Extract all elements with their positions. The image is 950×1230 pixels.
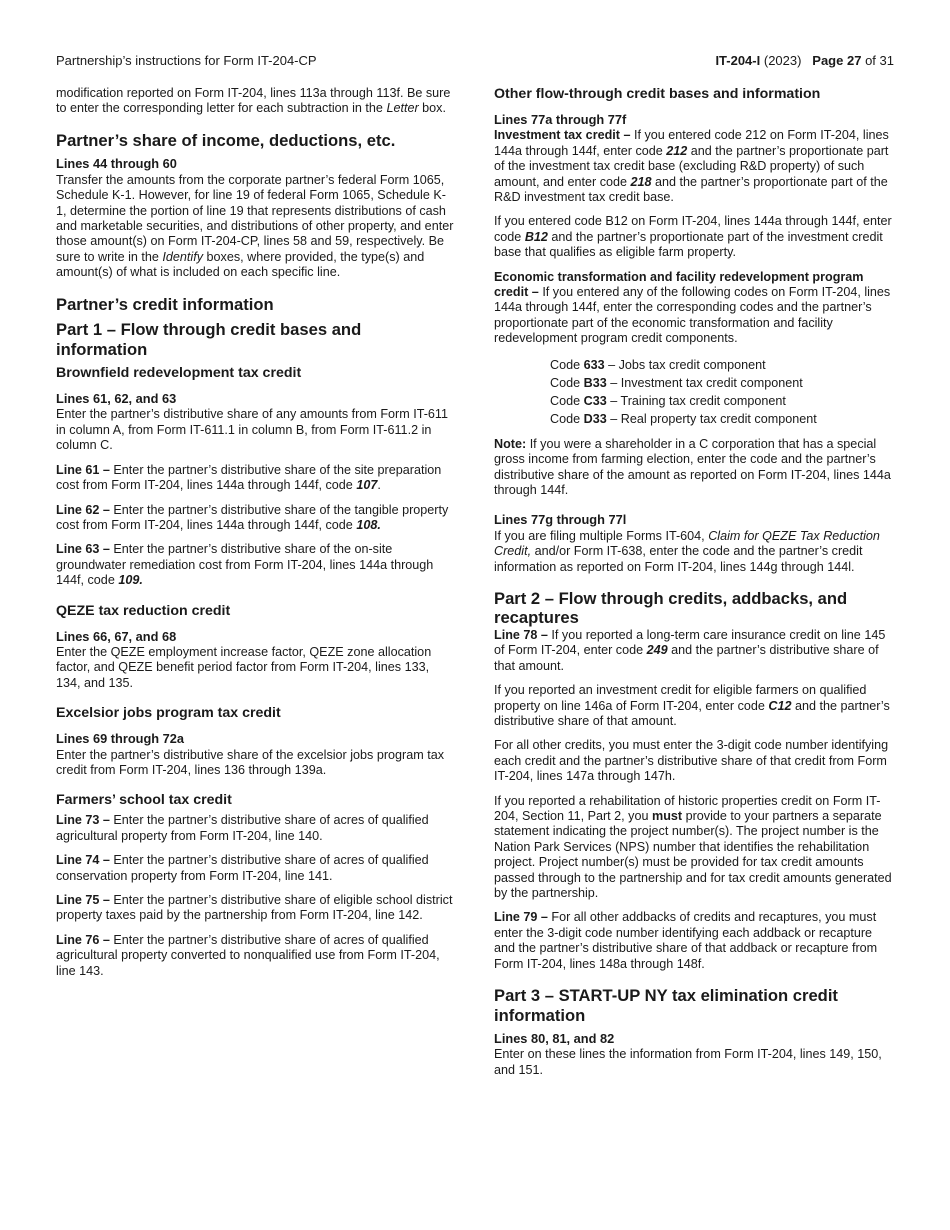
header-title: Partnership’s instructions for Form IT-204-CP (56, 53, 317, 68)
paragraph-line-79: Line 79 – For all other addbacks of credits and recaptures, you must enter the 3-digit code number identifying each addback or recapture and the partner’s distributive share of that addback or recapture from Form IT-204, lines 148a through 148f. (494, 910, 878, 971)
paragraph-c12: If you reported an investment credit for eligible farmers on qualified property on line 146a of Form IT-204, enter code C12 and the partner’s distributive share of that amount. (494, 683, 890, 728)
heading-lines-44-60: Lines 44 through 60 (56, 156, 177, 172)
code-item: Code C33 – Training tax credit component (550, 393, 786, 408)
paragraph-line-75: Line 75 – Enter the partner’s distributive share of eligible school district property taxes paid by the partnership from Form IT-204, line 142. (56, 893, 453, 923)
paragraph-lines-69-72a: Enter the partner’s distributive share of the excelsior jobs program tax credit from Form IT-204, lines 136 through 139a. (56, 747, 445, 777)
left-column (56, 86, 456, 988)
code-item: Code D33 – Real property tax credit component (550, 411, 817, 426)
paragraph-lines-61-63: Enter the partner’s distributive share of any amounts from Form IT-611 in column A, from Form IT-611.1 in column B, from Form IT-611.2 in column C. (56, 407, 448, 453)
code-item: Code 633 – Jobs tax credit component (550, 357, 766, 372)
paragraph-lines-66-68: Enter the QEZE employment increase factor, QEZE zone allocation factor, and QEZE benefit period factor from Form IT-204, lines 133, 134, and 135. (56, 644, 432, 690)
right-column (494, 86, 894, 1087)
heading-part-3: Part 3 – START-UP NY tax elimination credit information (494, 986, 838, 1025)
paragraph-line-74: Line 74 – Enter the partner’s distributive share of acres of qualified conservation property from Form IT-204, line 141. (56, 853, 429, 883)
code-item: Code B33 – Investment tax credit component (550, 375, 803, 390)
heading-part-1: Part 1 – Flow through credit bases and information (56, 320, 362, 359)
heading-partner-share: Partner’s share of income, deductions, etc. (56, 130, 396, 150)
heading-lines-80-82: Lines 80, 81, and 82 (494, 1031, 615, 1047)
paragraph-lines-77g-77l: If you are filing multiple Forms IT-604, Claim for QEZE Tax Reduction Credit, and/or Form IT-638, enter the code and the partner’s credit information as reported on Form IT-204, lines 144g through 144l. (494, 528, 880, 574)
paragraph-lines-80-82: Enter on these lines the information from Form IT-204, lines 149, 150, and 151. (494, 1047, 882, 1077)
paragraph-note: Note: If you were a shareholder in a C corporation that has a special gross income from farming election, enter the code and the partner’s distributive share of the amount as reported on Form IT-204, lines 144a through 144f. (494, 436, 891, 497)
code-list (550, 356, 894, 428)
paragraph-other-credits: For all other credits, you must enter the 3-digit code number identifying each credit and the partner’s distributive share of that credit from Form IT-204, lines 147a through 147h. (494, 738, 889, 784)
paragraph-line-63: Line 63 – Enter the partner’s distributive share of the on-site groundwater remediation cost from Form IT-204, lines 144a through 144f, code 109. (56, 542, 434, 588)
heading-excelsior: Excelsior jobs program tax credit (56, 705, 281, 722)
paragraph-lines-44-60: Transfer the amounts from the corporate partner’s federal Form 1065, Schedule K-1. However, for line 19 of federal Form 1065, Schedule K-1, determine the portion of line 19 that represents distributions of cash and marketable securities, and distributions of other property, and enter those amount(s) on Form IT-204-CP, lines 58 and 59, respectively. Be sure to write in the Identify boxes, where provided, the type(s) and amount(s) of what is included on each specific line. (56, 172, 454, 280)
intro-paragraph: modification reported on Form IT-204, lines 113a through 113f. Be sure to enter the corresponding letter for each subtraction in the Letter box. (56, 86, 451, 116)
heading-lines-69-72a: Lines 69 through 72a (56, 731, 185, 747)
paragraph-line-62: Line 62 – Enter the partner’s distributive share of the tangible property cost from Form IT-204, lines 144a through 144f, code 108. (56, 502, 449, 532)
heading-brownfield: Brownfield redevelopment tax credit (56, 365, 302, 382)
paragraph-investment-tax-credit: Investment tax credit – If you entered code 212 on Form IT-204, lines 144a through 144f, enter code 212 and the partner’s proportionate part of the investment tax credit base (excluding R&D property) of such amount, and enter code 218 and the partner’s proportionate part of the R&D investment tax credit base. (494, 128, 889, 205)
heading-lines-66-68: Lines 66, 67, and 68 (56, 628, 177, 644)
heading-lines-77g-77l: Lines 77g through 77l (494, 512, 627, 528)
paragraph-etf-credit: Economic transformation and facility redevelopment program credit – If you entered any of the following codes on Form IT-204, lines 144a through 144f, enter the corresponding codes and the partner’s proportionate part of the economic transformation and facility redevelopment program credit components. (494, 269, 891, 346)
heading-lines-77a-77f: Lines 77a through 77f (494, 112, 627, 127)
page-number: 27 (846, 53, 862, 68)
form-year: (2023) (763, 53, 802, 68)
paragraph-line-73: Line 73 – Enter the partner’s distributive share of acres of qualified agricultural property from Form IT-204, line 140. (56, 813, 429, 843)
paragraph-line-61: Line 61 – Enter the partner’s distributive share of the site preparation cost from Form IT-204, lines 144a through 144f, code 107. (56, 462, 442, 493)
heading-other-flow-through: Other flow-through credit bases and information (494, 86, 821, 102)
page-total: of 31 (865, 53, 894, 68)
heading-part-2: Part 2 – Flow through credits, addbacks, and recaptures (494, 588, 848, 628)
paragraph-b12: If you entered code B12 on Form IT-204, lines 144a through 144f, enter code B12 and the partner’s proportionate part of the investment credit base that qualifies as eligible farm property. (494, 214, 892, 260)
page-label: Page (812, 53, 844, 68)
header-page-info (715, 53, 894, 69)
paragraph-line-76: Line 76 – Enter the partner’s distributive share of acres of qualified agricultural property converted to nonqualified use from Form IT-204, line 143. (56, 932, 440, 978)
paragraph-historic-properties: If you reported a rehabilitation of historic properties credit on Form IT-204, Section 11, Part 2, you must provide to your partners a separate statement indicating the project number(s). The project number is the Nation Park Services (NPS) number that identifies the rehabilitation project. Project number(s) must be provided for tax credit amounts passed through to the partnership and for tax credit amounts generated by the partnership. (494, 793, 892, 901)
form-id: IT-204-I (715, 53, 761, 68)
heading-farmers: Farmers’ school tax credit (56, 792, 232, 809)
heading-qeze: QEZE tax reduction credit (56, 602, 231, 619)
heading-lines-61-63: Lines 61, 62, and 63 (56, 391, 177, 407)
heading-partner-credit-info: Partner’s credit information (56, 294, 274, 314)
paragraph-line-78: Line 78 – If you reported a long-term care insurance credit on line 145 of Form IT-204, enter code 249 and the partner’s distributive share of that amount. (494, 627, 886, 673)
